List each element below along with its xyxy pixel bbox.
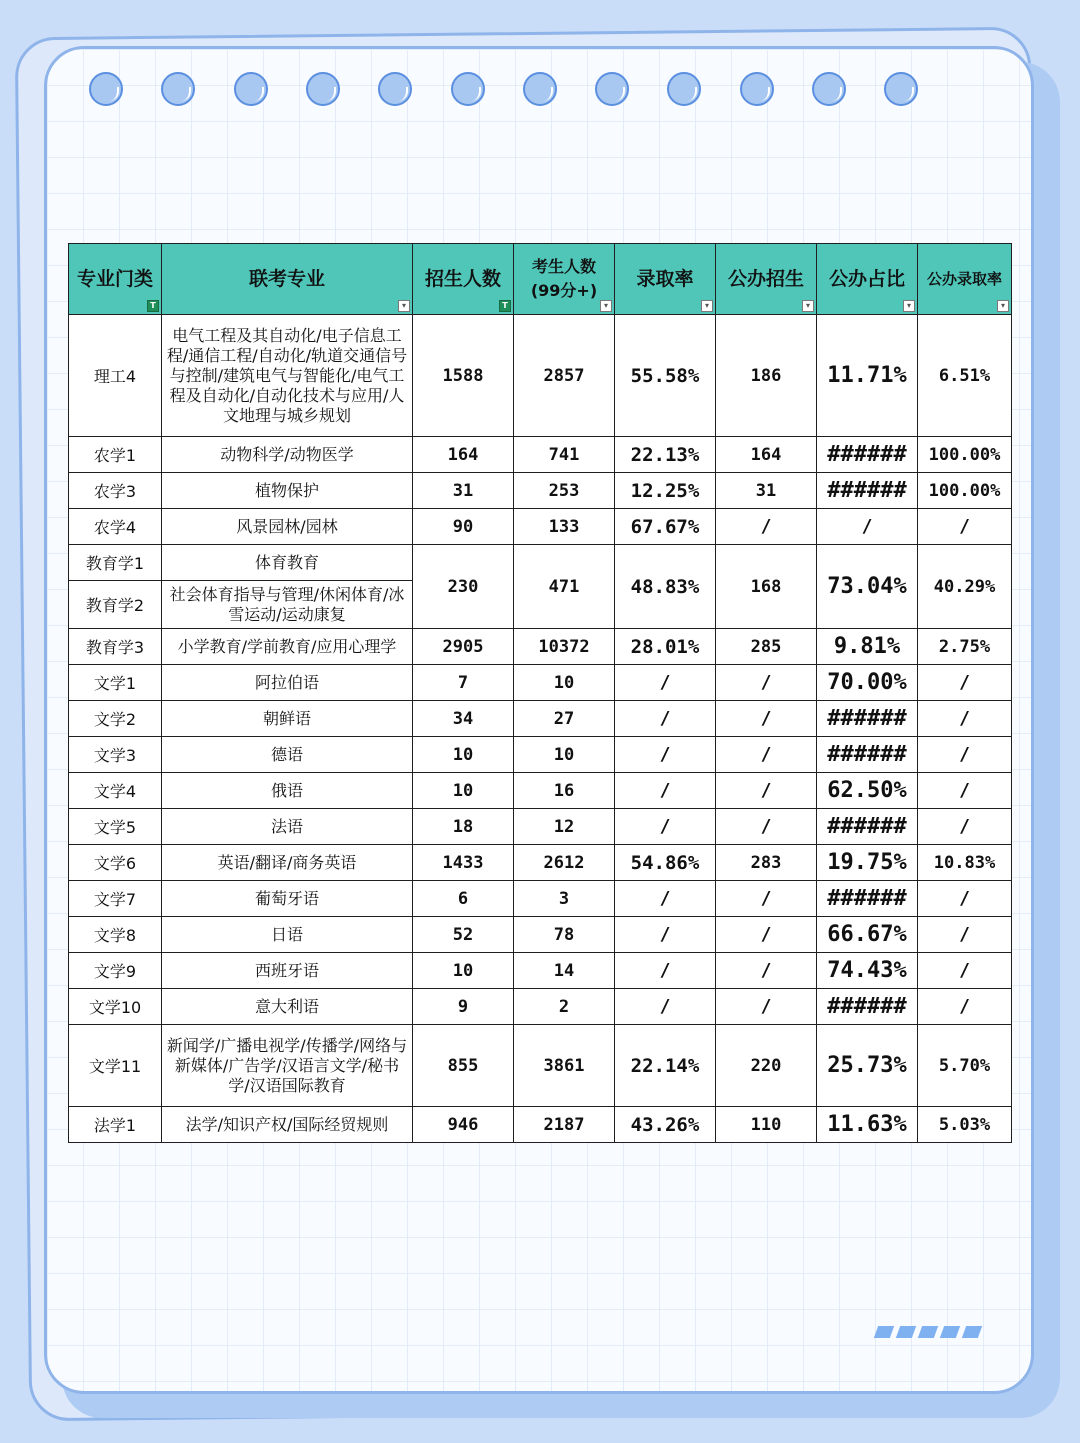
cell-public-rate: / xyxy=(918,737,1012,773)
filter-dropdown-icon[interactable]: ▾ xyxy=(600,300,612,312)
cell-candidates: 741 xyxy=(514,437,615,473)
cell-public-enrollment: / xyxy=(716,917,817,953)
binder-ring xyxy=(378,72,412,106)
cell-major: 法学/知识产权/国际经贸规则 xyxy=(162,1107,413,1143)
cell-category: 文学11 xyxy=(69,1025,162,1107)
table-row xyxy=(69,917,1012,953)
cell-admission-rate: 43.26% xyxy=(615,1107,716,1143)
binder-ring xyxy=(306,72,340,106)
cell-major: 体育教育 xyxy=(162,545,413,581)
cell-public-share: 74.43% xyxy=(817,953,918,989)
cell-category: 文学2 xyxy=(69,701,162,737)
cell-candidates: 253 xyxy=(514,473,615,509)
cell-major: 阿拉伯语 xyxy=(162,665,413,701)
cell-category: 农学3 xyxy=(69,473,162,509)
cell-enrollment: 946 xyxy=(413,1107,514,1143)
cell-public-share: 9.81% xyxy=(817,629,918,665)
cell-public-rate: 10.83% xyxy=(918,845,1012,881)
header-candidates: 考生人数 (99分+) ▾ xyxy=(514,244,615,315)
cell-enrollment: 1588 xyxy=(413,315,514,437)
decorative-dashes xyxy=(876,1326,980,1338)
cell-category: 文学1 xyxy=(69,665,162,701)
cell-enrollment: 18 xyxy=(413,809,514,845)
filter-dropdown-icon[interactable]: ▾ xyxy=(903,300,915,312)
cell-candidates: 2187 xyxy=(514,1107,615,1143)
cell-candidates: 16 xyxy=(514,773,615,809)
cell-category: 文学6 xyxy=(69,845,162,881)
cell-enrollment: 230 xyxy=(413,545,514,629)
table-row xyxy=(69,737,1012,773)
dash-mark xyxy=(874,1326,894,1338)
cell-admission-rate: / xyxy=(615,809,716,845)
cell-public-rate: 100.00% xyxy=(918,437,1012,473)
cell-public-rate: / xyxy=(918,809,1012,845)
cell-public-rate: / xyxy=(918,773,1012,809)
cell-candidates: 27 xyxy=(514,701,615,737)
cell-enrollment: 31 xyxy=(413,473,514,509)
table-row xyxy=(69,1025,1012,1107)
table-row xyxy=(69,1107,1012,1143)
cell-public-share: 11.63% xyxy=(817,1107,918,1143)
cell-category: 教育学2 xyxy=(69,581,162,629)
cell-candidates: 3 xyxy=(514,881,615,917)
table-body xyxy=(69,315,1012,1143)
binder-ring xyxy=(595,72,629,106)
cell-public-enrollment: / xyxy=(716,881,817,917)
table-row xyxy=(69,509,1012,545)
cell-major: 西班牙语 xyxy=(162,953,413,989)
cell-admission-rate: 22.13% xyxy=(615,437,716,473)
cell-enrollment: 90 xyxy=(413,509,514,545)
filter-active-icon[interactable]: T xyxy=(499,300,511,312)
cell-candidates: 2612 xyxy=(514,845,615,881)
cell-enrollment: 9 xyxy=(413,989,514,1025)
cell-public-share: 11.71% xyxy=(817,315,918,437)
cell-public-share: ###### xyxy=(817,989,918,1025)
filter-dropdown-icon[interactable]: ▾ xyxy=(997,300,1009,312)
cell-enrollment: 7 xyxy=(413,665,514,701)
cell-enrollment: 164 xyxy=(413,437,514,473)
cell-public-rate: 5.70% xyxy=(918,1025,1012,1107)
filter-active-icon[interactable]: T xyxy=(147,300,159,312)
cell-public-rate: / xyxy=(918,509,1012,545)
cell-public-enrollment: 220 xyxy=(716,1025,817,1107)
cell-enrollment: 2905 xyxy=(413,629,514,665)
cell-major: 英语/翻译/商务英语 xyxy=(162,845,413,881)
cell-public-enrollment: / xyxy=(716,737,817,773)
cell-public-share: 62.50% xyxy=(817,773,918,809)
cell-enrollment: 6 xyxy=(413,881,514,917)
cell-category: 农学1 xyxy=(69,437,162,473)
table-row xyxy=(69,665,1012,701)
dash-mark xyxy=(896,1326,916,1338)
table-row xyxy=(69,473,1012,509)
table-row xyxy=(69,773,1012,809)
cell-public-rate: / xyxy=(918,953,1012,989)
cell-public-rate: 2.75% xyxy=(918,629,1012,665)
cell-category: 教育学1 xyxy=(69,545,162,581)
cell-candidates: 2 xyxy=(514,989,615,1025)
cell-major: 葡萄牙语 xyxy=(162,881,413,917)
binder-ring xyxy=(234,72,268,106)
table-row xyxy=(69,845,1012,881)
cell-public-enrollment: 164 xyxy=(716,437,817,473)
cell-public-rate: 6.51% xyxy=(918,315,1012,437)
cell-public-rate: 5.03% xyxy=(918,1107,1012,1143)
cell-public-enrollment: 110 xyxy=(716,1107,817,1143)
filter-dropdown-icon[interactable]: ▾ xyxy=(701,300,713,312)
table-row xyxy=(69,701,1012,737)
admission-table xyxy=(68,243,1012,1143)
dash-mark xyxy=(940,1326,960,1338)
table-row xyxy=(69,989,1012,1025)
cell-public-enrollment: / xyxy=(716,773,817,809)
cell-category: 文学8 xyxy=(69,917,162,953)
cell-major: 意大利语 xyxy=(162,989,413,1025)
cell-major: 日语 xyxy=(162,917,413,953)
cell-public-share: ###### xyxy=(817,809,918,845)
table-row xyxy=(69,437,1012,473)
cell-major: 社会体育指导与管理/休闲体育/冰雪运动/运动康复 xyxy=(162,581,413,629)
cell-candidates: 3861 xyxy=(514,1025,615,1107)
cell-category: 理工4 xyxy=(69,315,162,437)
cell-public-enrollment: 168 xyxy=(716,545,817,629)
header-public-rate: 公办录取率 ▾ xyxy=(918,244,1012,315)
cell-category: 文学10 xyxy=(69,989,162,1025)
cell-public-enrollment: / xyxy=(716,809,817,845)
binder-ring xyxy=(89,72,123,106)
cell-admission-rate: / xyxy=(615,773,716,809)
table-row xyxy=(69,545,1012,581)
cell-category: 法学1 xyxy=(69,1107,162,1143)
cell-enrollment: 52 xyxy=(413,917,514,953)
cell-public-enrollment: / xyxy=(716,953,817,989)
cell-public-enrollment: / xyxy=(716,989,817,1025)
cell-public-share: ###### xyxy=(817,701,918,737)
cell-candidates: 2857 xyxy=(514,315,615,437)
cell-major: 动物科学/动物医学 xyxy=(162,437,413,473)
cell-public-enrollment: / xyxy=(716,701,817,737)
binder-ring xyxy=(812,72,846,106)
table-row xyxy=(69,953,1012,989)
cell-public-share: ###### xyxy=(817,737,918,773)
cell-major: 朝鲜语 xyxy=(162,701,413,737)
cell-candidates: 10372 xyxy=(514,629,615,665)
dash-mark xyxy=(918,1326,938,1338)
cell-candidates: 12 xyxy=(514,809,615,845)
cell-admission-rate: 54.86% xyxy=(615,845,716,881)
cell-public-enrollment: 31 xyxy=(716,473,817,509)
header-admission-rate: 录取率 ▾ xyxy=(615,244,716,315)
binder-ring xyxy=(451,72,485,106)
header-public-enrollment: 公办招生 ▾ xyxy=(716,244,817,315)
cell-candidates: 10 xyxy=(514,665,615,701)
cell-admission-rate: / xyxy=(615,665,716,701)
cell-public-share: ###### xyxy=(817,881,918,917)
cell-admission-rate: / xyxy=(615,917,716,953)
cell-public-share: ###### xyxy=(817,437,918,473)
cell-public-rate: 40.29% xyxy=(918,545,1012,629)
cell-public-rate: / xyxy=(918,881,1012,917)
cell-candidates: 471 xyxy=(514,545,615,629)
cell-public-enrollment: 283 xyxy=(716,845,817,881)
cell-public-enrollment: 186 xyxy=(716,315,817,437)
cell-public-rate: / xyxy=(918,917,1012,953)
cell-public-rate: / xyxy=(918,701,1012,737)
cell-enrollment: 10 xyxy=(413,737,514,773)
cell-category: 文学3 xyxy=(69,737,162,773)
header-category: 专业门类 T xyxy=(69,244,162,315)
cell-enrollment: 34 xyxy=(413,701,514,737)
cell-enrollment: 1433 xyxy=(413,845,514,881)
cell-admission-rate: / xyxy=(615,989,716,1025)
filter-dropdown-icon[interactable]: ▾ xyxy=(802,300,814,312)
cell-major: 小学教育/学前教育/应用心理学 xyxy=(162,629,413,665)
binder-ring xyxy=(523,72,557,106)
cell-public-enrollment: / xyxy=(716,509,817,545)
cell-admission-rate: 48.83% xyxy=(615,545,716,629)
header-public-share: 公办占比 ▾ xyxy=(817,244,918,315)
cell-enrollment: 10 xyxy=(413,953,514,989)
cell-category: 农学4 xyxy=(69,509,162,545)
cell-admission-rate: / xyxy=(615,701,716,737)
dash-mark xyxy=(962,1326,982,1338)
cell-category: 教育学3 xyxy=(69,629,162,665)
cell-admission-rate: / xyxy=(615,737,716,773)
cell-candidates: 10 xyxy=(514,737,615,773)
cell-admission-rate: 12.25% xyxy=(615,473,716,509)
cell-public-share: 66.67% xyxy=(817,917,918,953)
table-row xyxy=(69,315,1012,437)
cell-admission-rate: / xyxy=(615,953,716,989)
cell-candidates: 78 xyxy=(514,917,615,953)
cell-major: 风景园林/园林 xyxy=(162,509,413,545)
cell-public-enrollment: / xyxy=(716,665,817,701)
cell-category: 文学7 xyxy=(69,881,162,917)
cell-public-share: ###### xyxy=(817,473,918,509)
cell-public-share: / xyxy=(817,509,918,545)
cell-enrollment: 10 xyxy=(413,773,514,809)
cell-admission-rate: 55.58% xyxy=(615,315,716,437)
cell-public-rate: 100.00% xyxy=(918,473,1012,509)
cell-admission-rate: 67.67% xyxy=(615,509,716,545)
cell-major: 新闻学/广播电视学/传播学/网络与新媒体/广告学/汉语言文学/秘书学/汉语国际教育 xyxy=(162,1025,413,1107)
cell-admission-rate: 22.14% xyxy=(615,1025,716,1107)
cell-public-share: 70.00% xyxy=(817,665,918,701)
cell-major: 德语 xyxy=(162,737,413,773)
cell-candidates: 14 xyxy=(514,953,615,989)
header-major: 联考专业 ▾ xyxy=(162,244,413,315)
cell-public-share: 73.04% xyxy=(817,545,918,629)
cell-public-share: 19.75% xyxy=(817,845,918,881)
cell-public-enrollment: 285 xyxy=(716,629,817,665)
header-row xyxy=(69,244,1012,315)
cell-category: 文学4 xyxy=(69,773,162,809)
cell-admission-rate: 28.01% xyxy=(615,629,716,665)
cell-major: 电气工程及其自动化/电子信息工程/通信工程/自动化/轨道交通信号与控制/建筑电气与智能化/电气工程及自动化/自动化技术与应用/人文地理与城乡规划 xyxy=(162,315,413,437)
cell-major: 法语 xyxy=(162,809,413,845)
cell-category: 文学9 xyxy=(69,953,162,989)
table-row xyxy=(69,881,1012,917)
table-row xyxy=(69,629,1012,665)
cell-major: 俄语 xyxy=(162,773,413,809)
cell-enrollment: 855 xyxy=(413,1025,514,1107)
cell-public-rate: / xyxy=(918,989,1012,1025)
cell-category: 文学5 xyxy=(69,809,162,845)
table-row xyxy=(69,809,1012,845)
binder-ring xyxy=(740,72,774,106)
header-enrollment: 招生人数 T xyxy=(413,244,514,315)
cell-major: 植物保护 xyxy=(162,473,413,509)
cell-public-rate: / xyxy=(918,665,1012,701)
cell-public-share: 25.73% xyxy=(817,1025,918,1107)
cell-admission-rate: / xyxy=(615,881,716,917)
cell-candidates: 133 xyxy=(514,509,615,545)
filter-dropdown-icon[interactable]: ▾ xyxy=(398,300,410,312)
